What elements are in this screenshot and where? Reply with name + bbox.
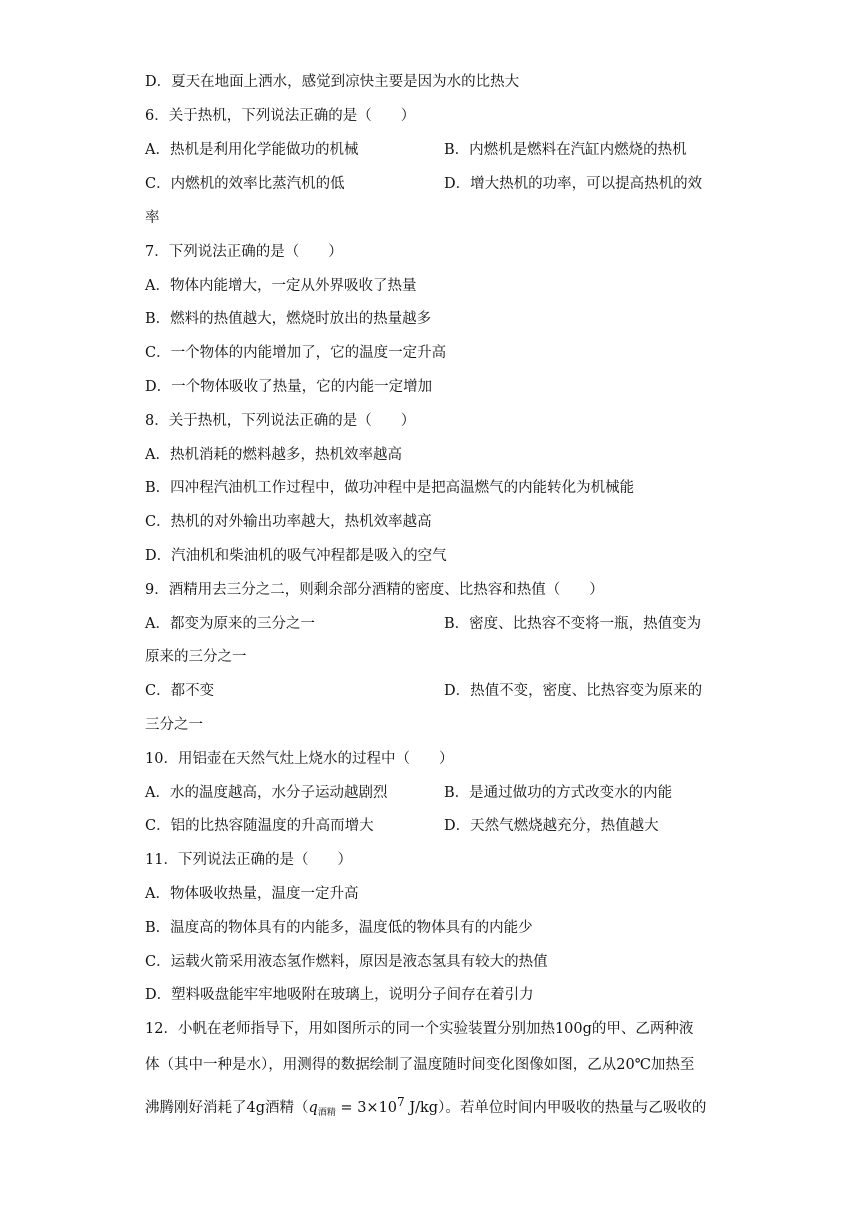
q12-stem-line3	[145, 1092, 706, 1123]
q8-option-d: D．汽油机和柴油机的吸气冲程都是吸入的空气	[145, 548, 447, 564]
q10-option-d: D．天然气燃烧越充分，热值越大	[444, 818, 659, 834]
q7-option-b: B．燃料的热值越大，燃烧时放出的热量越多	[145, 311, 432, 327]
q7-option-a: A．物体内能增大，一定从外界吸收了热量	[145, 278, 417, 294]
q11-option-d: D．塑料吸盘能牢牢地吸附在玻璃上，说明分子间存在着引力	[145, 987, 534, 1003]
fuel-heat-value-formula	[309, 1100, 336, 1116]
q12-stem-line2: 体（其中一种是水），用测得的数据绘制了温度随时间变化图像如图，乙从20℃加热至	[145, 1057, 695, 1073]
q12-text-before: 沸腾刚好消耗了4g酒精（	[145, 1099, 309, 1116]
q7-option-d: D．一个物体吸收了热量，它的内能一定增加	[145, 379, 433, 395]
q9-option-b-cont: 原来的三分之一	[145, 649, 247, 665]
q8-option-a: A．热机消耗的燃料越多，热机效率越高	[145, 447, 402, 463]
q10-option-b: B．是通过做功的方式改变水的内能	[444, 785, 673, 801]
formula-q: q	[308, 1099, 318, 1116]
q11-option-c: C．运载火箭采用液态氢作燃料，原因是液态氢具有较大的热值	[145, 954, 548, 970]
q8-option-b: B．四冲程汽油机工作过程中，做功冲程中是把高温燃气的内能转化为机械能	[145, 480, 635, 496]
formula-subscript: 酒精	[317, 1107, 336, 1118]
q9-option-d-cont: 三分之一	[145, 717, 203, 733]
q8-stem: 8．关于热机，下列说法正确的是（ ）	[145, 413, 416, 429]
q9-stem: 9．酒精用去三分之二，则剩余部分酒精的密度、比热容和热值（ ）	[145, 582, 604, 598]
q9-option-d: D．热值不变，密度、比热容变为原来的	[444, 683, 703, 699]
q12-stem-line1: 12．小帆在老师指导下，用如图所示的同一个实验装置分别加热100g的甲、乙两种液	[145, 1021, 694, 1037]
q10-stem: 10．用铝壶在天然气灶上烧水的过程中（ ）	[145, 751, 454, 767]
q10-option-a: A．水的温度越高，水分子运动越剧烈	[145, 785, 388, 801]
q10-option-c: C．铝的比热容随温度的升高而增大	[145, 818, 374, 834]
q5-option-d: D．夏天在地面上洒水，感觉到凉快主要是因为水的比热大	[145, 74, 520, 90]
q12-text-after: ）。若单位时间内甲吸收的热量与乙吸收的	[438, 1099, 707, 1116]
q6-option-b: B．内燃机是燃料在汽缸内燃烧的热机	[444, 142, 687, 158]
q6-stem: 6．关于热机，下列说法正确的是（ ）	[145, 108, 416, 124]
q7-stem: 7．下列说法正确的是（ ）	[145, 244, 343, 260]
q6-option-d-cont: 率	[145, 210, 160, 226]
q9-option-b: B．密度、比热容不变将一瓶，热值变为	[444, 616, 702, 632]
formula-eq: = 3×10	[335, 1099, 398, 1116]
q7-option-c: C．一个物体的内能增加了，它的温度一定升高	[145, 345, 447, 361]
formula-unit: J/kg	[404, 1099, 439, 1116]
q6-option-a: A．热机是利用化学能做功的机械	[145, 142, 359, 158]
q9-option-a: A．都变为原来的三分之一	[145, 616, 315, 632]
q11-option-b: B．温度高的物体具有的内能多，温度低的物体具有的内能少	[145, 920, 533, 936]
formula-exponent: 7	[397, 1095, 405, 1109]
q6-option-d: D．增大热机的功率，可以提高热机的效	[444, 176, 703, 192]
q11-stem: 11．下列说法正确的是（ ）	[145, 852, 352, 868]
q11-option-a: A．物体吸收热量，温度一定升高	[145, 886, 359, 902]
q6-option-c: C．内燃机的效率比蒸汽机的低	[145, 176, 345, 192]
q9-option-c: C．都不变	[145, 683, 215, 699]
q8-option-c: C．热机的对外输出功率越大，热机效率越高	[145, 514, 432, 530]
